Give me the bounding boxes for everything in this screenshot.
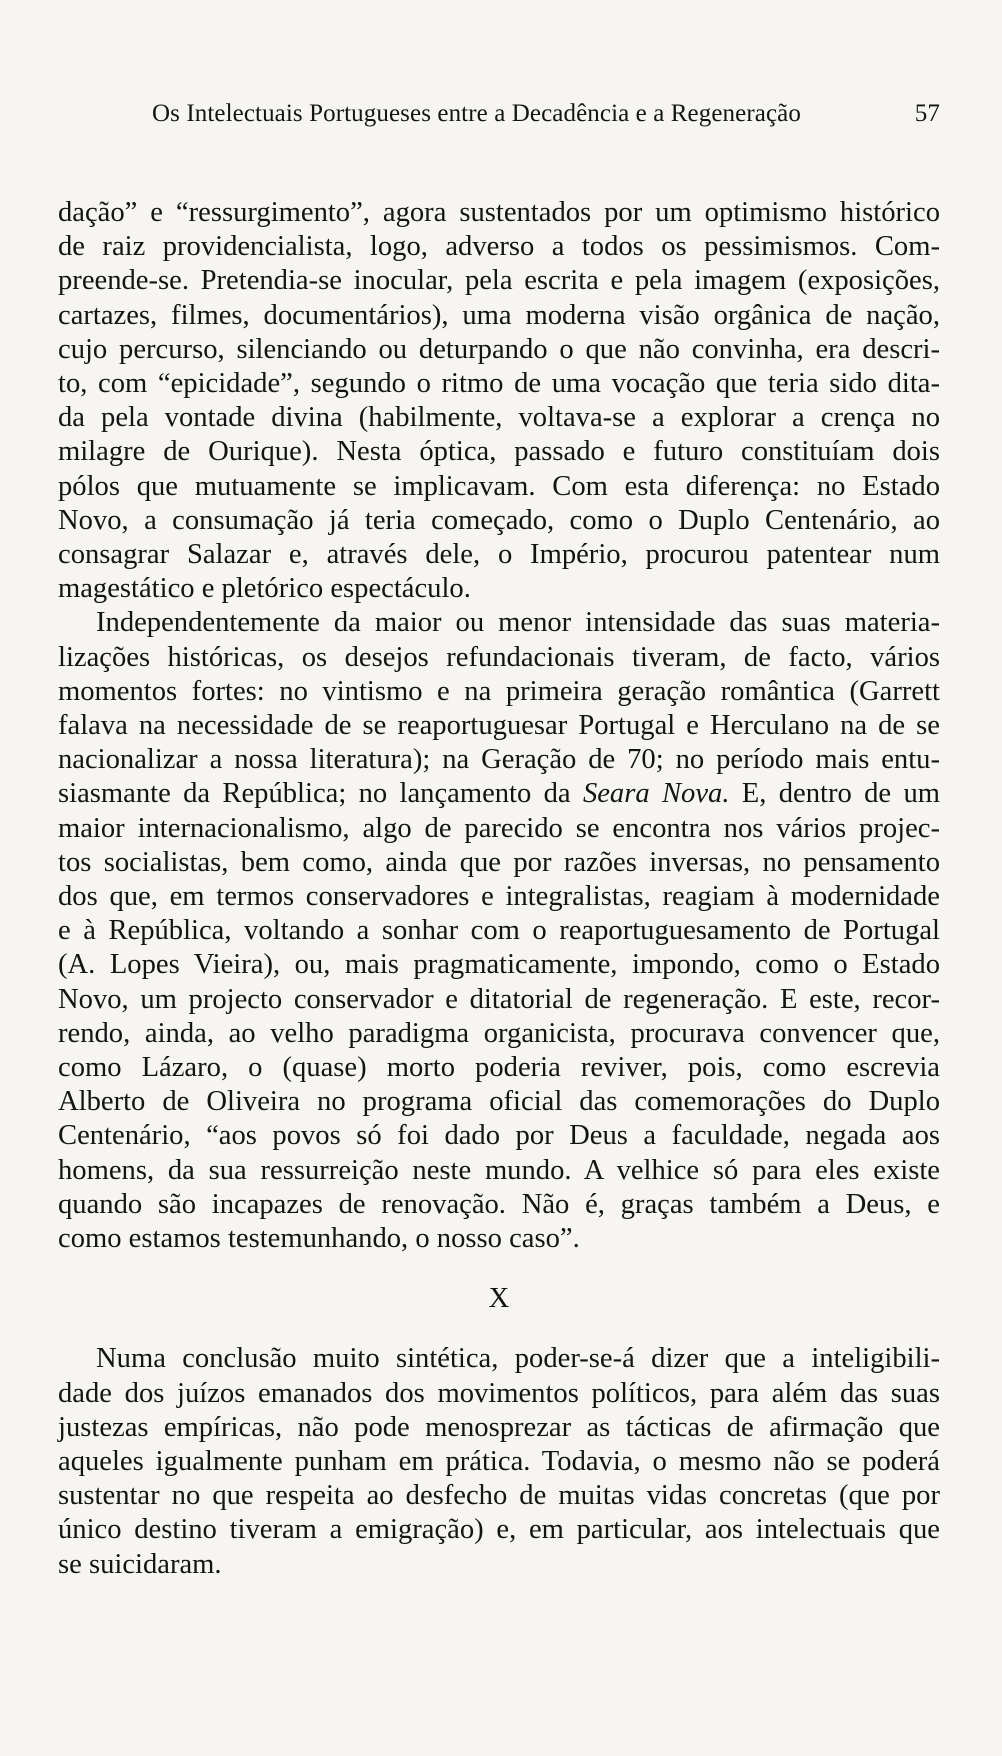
paragraph-3 [58, 1342, 940, 1581]
text-line: consagrar Salazar e, através dele, o Império, procurou patentear num [58, 539, 940, 571]
text-line: cartazes, filmes, documentários), uma moderna visão orgânica de nação, [58, 299, 940, 331]
text-line: nacionalizar a nossa literatura); na Geração de 70; no período mais entu- [58, 744, 940, 776]
text-line: (A. Lopes Vieira), ou, mais pragmaticamente, impondo, como o Estado [58, 949, 940, 981]
text-line-with-title [58, 777, 940, 811]
text-line: homens, da sua ressurreição neste mundo. A velhice só para eles existe [58, 1154, 940, 1186]
text-line: sustentar no que respeita ao desfecho de muitas vidas concretas (que por [58, 1480, 940, 1512]
text-line: único destino tiveram a emigração) e, em particular, aos intelectuais que [58, 1514, 940, 1546]
text-line: magestático e pletórico espectáculo. [58, 573, 471, 605]
text-line: Alberto de Oliveira no programa oficial das comemorações do Duplo [58, 1086, 940, 1118]
text-line: rendo, ainda, ao velho paradigma organicista, procurava convencer que, [58, 1017, 940, 1049]
text-line: cujo percurso, silenciando ou deturpando o que não convinha, era descri- [58, 333, 940, 365]
text-line: pólos que mutuamente se implicavam. Com esta diferença: no Estado [58, 470, 940, 502]
text-line: como estamos testemunhando, o nosso caso”. [58, 1223, 580, 1255]
text-line: quando são incapazes de renovação. Não é, graças também a Deus, e [58, 1188, 940, 1220]
section-heading: X [488, 1283, 510, 1315]
text-line: como Lázaro, o (quase) morto poderia reviver, pois, como escrevia [58, 1052, 940, 1084]
paragraph-2 [58, 606, 940, 1256]
text-line: maior internacionalismo, algo de parecido se encontra nos vários projec- [58, 812, 940, 844]
text-line: Novo, um projecto conservador e ditatorial de regeneração. E este, recor- [58, 983, 940, 1015]
text-line: da pela vontade divina (habilmente, voltava-se a explorar a crença no [58, 402, 940, 434]
page-number: 57 [914, 100, 940, 127]
text-line: Numa conclusão muito sintética, poder-se-á dizer que a inteligibili- [96, 1343, 940, 1375]
running-title: Os Intelectuais Portugueses entre a Decadência e a Regeneração [152, 100, 801, 127]
text-line: falava na necessidade de se reaportuguesar Portugal e Herculano na de se [58, 710, 940, 742]
text-line: dação” e “ressurgimento”, agora sustentados por um optimismo histórico [58, 197, 940, 228]
text-line: tos socialistas, bem como, ainda que por razões inversas, no pensamento [58, 846, 940, 878]
text-line: se suicidaram. [58, 1548, 222, 1580]
publication-title: Seara Nova. [582, 778, 730, 810]
body-text [58, 196, 940, 1582]
text-line: justezas empíricas, não pode menosprezar as tácticas de afirmação que [58, 1411, 940, 1443]
text-line: dos que, em termos conservadores e integralistas, reagiam à modernidade [58, 881, 940, 913]
text-line: e à República, voltando a sonhar com o reaportuguesamento de Portugal [58, 915, 940, 947]
paragraph-1 [58, 196, 940, 606]
text-fragment: siasmante da República; no lançamento da [58, 778, 583, 810]
text-line: Centenário, “aos povos só foi dado por Deus a faculdade, negada aos [58, 1120, 940, 1152]
text-line: preende-se. Pretendia-se inocular, pela escrita e pela imagem (exposições, [58, 265, 940, 297]
text-line: lizações históricas, os desejos refundacionais tiveram, de facto, vários [58, 641, 940, 673]
text-line: de raiz providencialista, logo, adverso a todos os pessimismos. Com- [58, 231, 940, 263]
text-line: Independentemente da maior ou menor intensidade das suas materia- [96, 607, 940, 639]
text-line: Novo, a consumação já teria começado, como o Duplo Centenário, ao [58, 504, 940, 536]
text-line: momentos fortes: no vintismo e na primeira geração romântica (Garrett [58, 675, 940, 707]
text-line: dade dos juízos emanados dos movimentos políticos, para além das suas [58, 1377, 940, 1409]
text-line: aqueles igualmente punham em prática. Todavia, o mesmo não se poderá [58, 1445, 940, 1477]
text-line: to, com “epicidade”, segundo o ritmo de uma vocação que teria sido dita- [58, 368, 940, 400]
text-fragment: E, dentro de um [729, 778, 940, 810]
text-line: milagre de Ourique). Nesta óptica, passado e futuro constituíam dois [58, 436, 940, 468]
